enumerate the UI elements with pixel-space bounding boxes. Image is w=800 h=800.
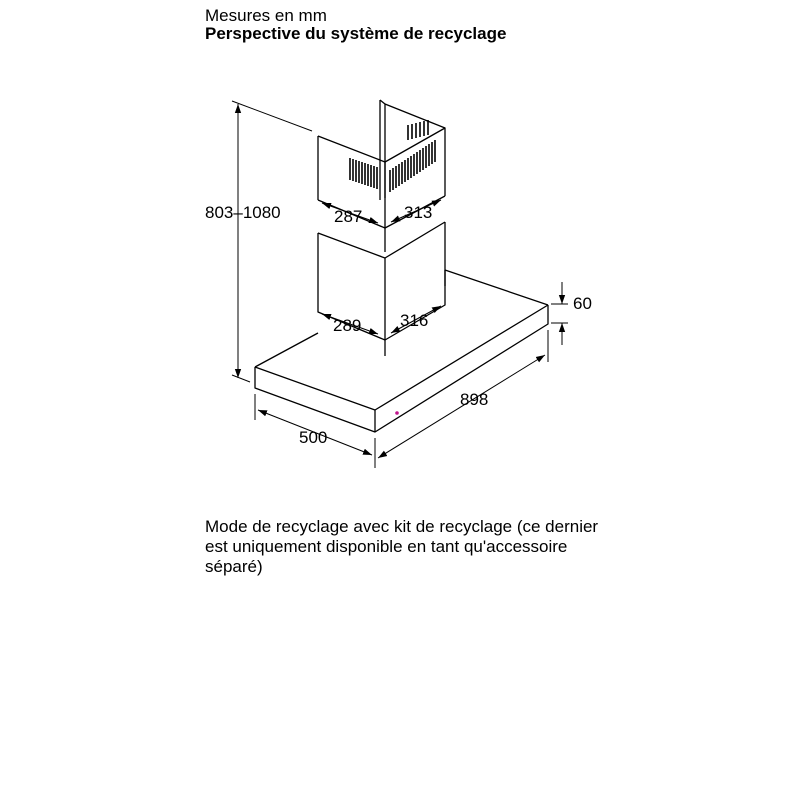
- upper-chimney-left-top: [318, 136, 385, 252]
- upper-depth-label: 287: [334, 207, 363, 226]
- lower-chimney-top: [318, 222, 445, 258]
- thickness-label: 60: [573, 294, 592, 313]
- canopy-depth-label: 500: [299, 428, 328, 447]
- height-extension-bottom: [232, 375, 250, 382]
- upper-chimney-back-wall: [380, 100, 385, 198]
- page-title: Perspective du système de recyclage: [205, 24, 507, 43]
- upper-chimney-top-rim: [385, 104, 445, 128]
- height-extension-top: [232, 101, 312, 131]
- vent-slots: [350, 120, 435, 192]
- canopy-width-label: 898: [460, 390, 489, 409]
- lower-width-label: 316: [400, 311, 429, 330]
- lower-depth-label: 289: [333, 316, 362, 335]
- canopy-top-left-edge: [255, 333, 318, 367]
- upper-chimney-right-top: [385, 128, 445, 196]
- height-label: 803–1080: [205, 203, 281, 222]
- caption-text: Mode de recyclage avec kit de recyclage (ce dernier est uniquement disponible en tant qu'accessoire séparé): [205, 517, 599, 576]
- units-label: Mesures en mm: [205, 6, 327, 25]
- indicator-light-icon: [395, 411, 399, 415]
- canopy-back-edge: [445, 270, 548, 305]
- upper-width-label: 313: [404, 203, 433, 222]
